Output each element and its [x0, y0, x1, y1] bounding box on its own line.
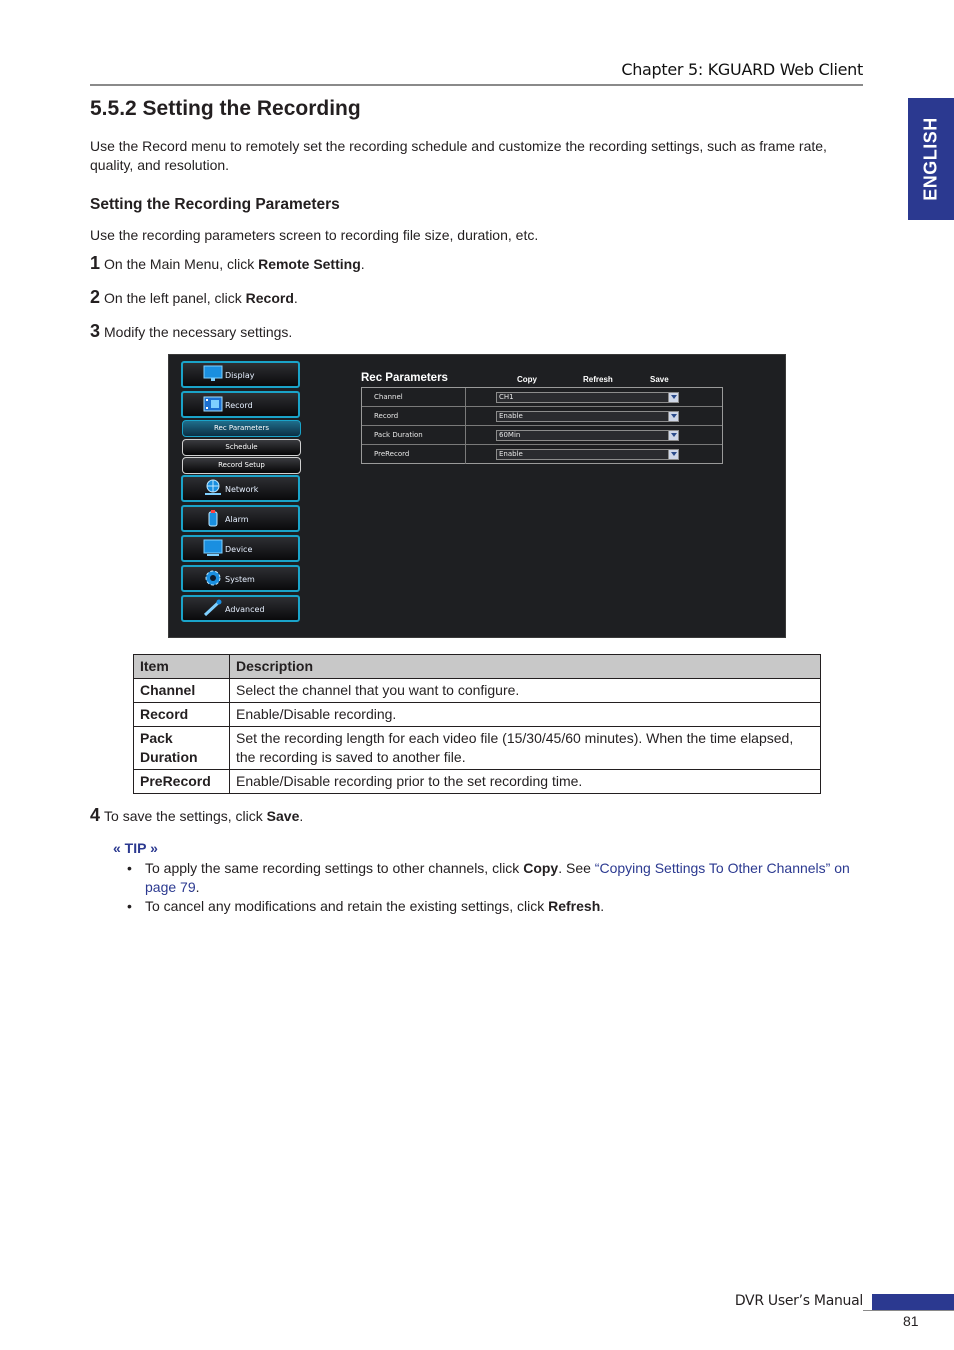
device-monitor-icon	[203, 539, 223, 557]
step-end: .	[299, 808, 304, 824]
tools-icon	[203, 599, 223, 617]
table-cell-item: Channel	[134, 679, 230, 703]
tip-list	[127, 859, 867, 916]
step-text: On the left panel, click	[104, 290, 246, 306]
subsection-intro: Use the recording parameters screen to recording file size, duration, etc.	[90, 227, 539, 243]
cross-reference-link[interactable]: “Copying Settings To Other Channels” on page 79	[145, 860, 850, 895]
record-select[interactable]	[496, 411, 679, 422]
pack-duration-select[interactable]	[496, 430, 679, 441]
nav-network-button[interactable]	[181, 475, 300, 502]
nav-label: Advanced	[225, 605, 265, 614]
row-divider	[465, 445, 466, 464]
step-number: 1	[90, 253, 101, 273]
tip-heading: « TIP »	[113, 840, 158, 856]
form-row-channel	[362, 388, 722, 407]
form-row-record	[362, 407, 722, 426]
tip-emphasis: Refresh	[548, 898, 601, 914]
chevron-down-icon	[668, 450, 678, 459]
channel-select[interactable]	[496, 392, 679, 403]
panel-title: Rec Parameters	[361, 372, 448, 384]
table-cell-item: Pack Duration	[134, 727, 230, 770]
step-number: 4	[90, 805, 101, 825]
nav-label: System	[225, 575, 255, 584]
subnav-schedule[interactable]	[182, 439, 301, 456]
subnav-record-setup[interactable]	[182, 457, 301, 474]
refresh-button[interactable]: Refresh	[583, 375, 613, 384]
list-item	[127, 859, 867, 897]
subnav-label: Rec Parameters	[214, 424, 269, 432]
table-cell-item: Record	[134, 703, 230, 727]
page-number: 81	[903, 1313, 919, 1329]
form-label: Channel	[374, 393, 403, 401]
tip-text: .	[195, 879, 200, 895]
step-3	[90, 321, 292, 342]
table-row	[134, 703, 821, 727]
chevron-down-icon	[668, 393, 678, 402]
table-cell-description: Select the channel that you want to configure.	[230, 679, 821, 703]
table-header-item: Item	[134, 655, 230, 679]
form-label: Record	[374, 412, 399, 420]
row-divider	[465, 388, 466, 407]
nav-device-button[interactable]	[181, 535, 300, 562]
language-tab	[908, 98, 954, 220]
chevron-down-icon	[668, 412, 678, 421]
row-divider	[465, 426, 466, 445]
select-value: CH1	[499, 393, 514, 401]
step-emphasis: Save	[266, 808, 300, 824]
select-value: Enable	[499, 412, 523, 420]
bullet: •	[127, 898, 132, 914]
form-row-prerecord	[362, 445, 722, 464]
bullet: •	[127, 860, 132, 876]
nav-label: Device	[225, 545, 253, 554]
step-1	[90, 253, 365, 274]
step-number: 3	[90, 321, 101, 341]
table-header-description: Description	[230, 655, 821, 679]
section-intro: Use the Record menu to remotely set the recording schedule and customize the recording settings, such as frame rate, quality, and resolution.	[90, 138, 827, 173]
tip-emphasis: Copy	[523, 860, 559, 876]
step-end: .	[293, 290, 298, 306]
footer-accent-bar	[872, 1294, 954, 1310]
section-title: 5.5.2 Setting the Recording	[90, 97, 361, 120]
select-value: 60Min	[499, 431, 521, 439]
subnav-rec-parameters[interactable]	[182, 420, 301, 437]
table-cell-item: PreRecord	[134, 770, 230, 794]
table-row	[134, 679, 821, 703]
save-button[interactable]: Save	[650, 375, 669, 384]
tip-text: . See	[558, 860, 595, 876]
row-divider	[465, 407, 466, 426]
nav-alarm-button[interactable]	[181, 505, 300, 532]
step-text: To save the settings, click	[104, 808, 267, 824]
select-value: Enable	[499, 450, 523, 458]
monitor-icon	[203, 365, 223, 383]
subnav-label: Record Setup	[218, 461, 265, 469]
form-label: PreRecord	[374, 450, 410, 458]
nav-record-button[interactable]	[181, 391, 300, 418]
prerecord-select[interactable]	[496, 449, 679, 460]
footer-manual-title: DVR User’s Manual	[734, 1293, 863, 1309]
subsection-title: Setting the Recording Parameters	[90, 196, 340, 213]
nav-label: Alarm	[225, 515, 249, 524]
table-row	[134, 727, 821, 770]
step-emphasis: Record	[245, 290, 294, 306]
table-row	[134, 770, 821, 794]
tip-text: To cancel any modifications and retain the existing settings, click	[145, 898, 549, 914]
nav-display-button[interactable]	[181, 361, 300, 388]
list-item	[127, 897, 867, 916]
nav-system-button[interactable]	[181, 565, 300, 592]
subnav-label: Schedule	[225, 443, 258, 451]
settings-description-table	[133, 654, 821, 794]
step-4	[90, 805, 303, 826]
table-cell-description: Enable/Disable recording prior to the set recording time.	[230, 770, 821, 794]
table-cell-description: Set the recording length for each video file (15/30/45/60 minutes). When the time elapsed, the recording is saved to another file.	[230, 727, 821, 770]
network-globe-icon	[203, 479, 223, 497]
nav-label: Network	[225, 485, 259, 494]
nav-label: Display	[225, 371, 255, 380]
chapter-header: Chapter 5: KGUARD Web Client	[621, 60, 863, 79]
tip-text: To apply the same recording settings to other channels, click	[145, 860, 524, 876]
alarm-icon	[203, 509, 223, 527]
form-label: Pack Duration	[374, 431, 423, 439]
header-divider	[90, 84, 863, 86]
nav-advanced-button[interactable]	[181, 595, 300, 622]
step-2	[90, 287, 298, 308]
form-row-pack-duration	[362, 426, 722, 445]
footer-divider	[863, 1310, 954, 1311]
step-emphasis: Remote Setting	[258, 256, 361, 272]
step-end: .	[360, 256, 365, 272]
language-tab-label: ENGLISH	[920, 117, 941, 201]
chevron-down-icon	[668, 431, 678, 440]
rec-parameters-form	[361, 387, 723, 464]
nav-label: Record	[225, 401, 253, 410]
step-number: 2	[90, 287, 101, 307]
copy-button[interactable]: Copy	[517, 375, 537, 384]
gear-icon	[203, 569, 223, 587]
step-text: On the Main Menu, click	[104, 256, 259, 272]
table-cell-description: Enable/Disable recording.	[230, 703, 821, 727]
table-header-row	[134, 655, 821, 679]
step-text: Modify the necessary settings.	[104, 324, 293, 340]
film-record-icon	[203, 395, 223, 413]
rec-parameters-screenshot	[168, 354, 786, 638]
tip-text: .	[600, 898, 605, 914]
